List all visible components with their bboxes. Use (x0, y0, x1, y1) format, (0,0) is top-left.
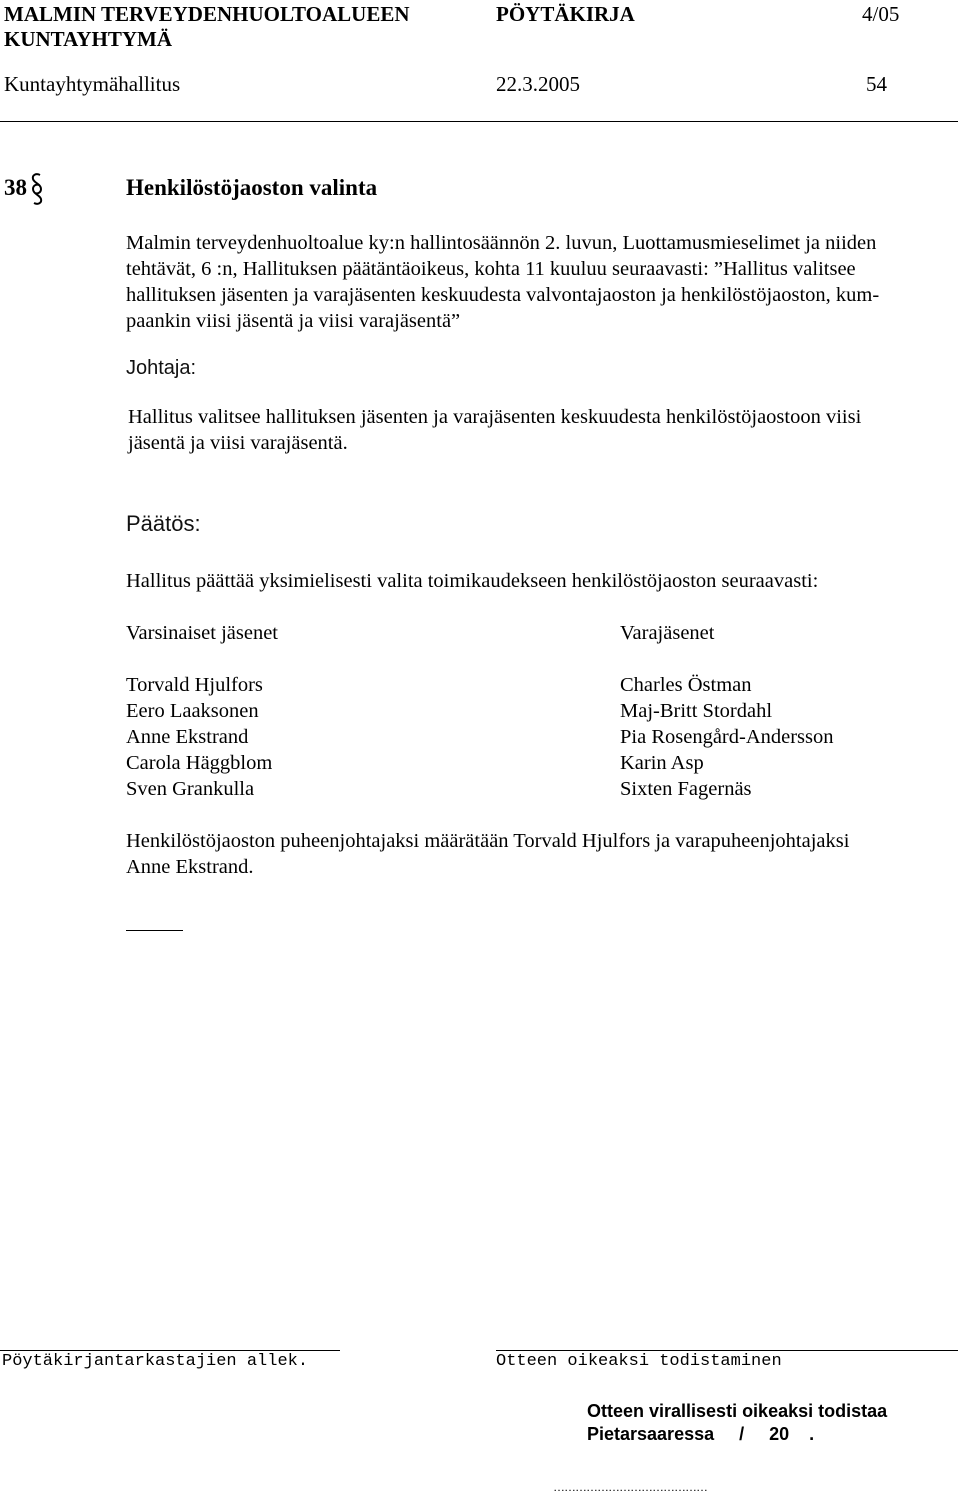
section-title: Henkilöstöjaoston valinta (126, 175, 378, 200)
proposal-line: Hallitus valitsee hallituksen jäsenten ja varajäsenten keskuudesta henkilöstöjaostoon viisi (128, 406, 862, 428)
intro-line: tehtävät, 6 :n, Hallituksen päätäntäoikeus, kohta 11 kuuluu seuraavasti: ”Hallitus valitsee (126, 258, 856, 280)
closing-line: Anne Ekstrand. (126, 856, 254, 878)
intro-line: paankin viisi jäsentä ja viisi varajäsentä” (126, 310, 461, 332)
intro-line: hallituksen jäsenten ja varajäsenten keskuudesta valvontajaoston ja henkilöstöjaoston, kum- (126, 284, 880, 306)
board-name: Kuntayhtymähallitus (4, 72, 181, 96)
proposal-line: jäsentä ja viisi varajäsentä. (128, 432, 348, 454)
members-heading: Varsinaiset jäsenet (126, 622, 278, 644)
footer-rule-right (496, 1350, 958, 1351)
member-name: Carola Häggblom (126, 752, 273, 774)
proposal-text (128, 404, 938, 456)
intro-paragraph (126, 230, 936, 334)
proposal-label: Johtaja: (126, 357, 197, 379)
member-name: Sven Grankulla (126, 778, 255, 800)
member-name: Torvald Hjulfors (126, 674, 263, 696)
reviewers-signature-label: Pöytäkirjantarkastajien allek. (2, 1352, 309, 1371)
footer-rule-left (0, 1350, 340, 1351)
intro-line: Malmin terveydenhuoltoalue ky:n hallintosäännön 2. luvun, Luottamusmieselimet ja niiden (126, 232, 877, 254)
deputies-heading: Varajäsenet (620, 622, 715, 644)
copy-certification-label: Otteen oikeaksi todistaminen (496, 1352, 782, 1371)
deputy-name: Karin Asp (620, 752, 704, 774)
doc-number: 4/05 (862, 2, 900, 26)
member-name: Eero Laaksonen (126, 700, 259, 722)
org-name-line2: KUNTAYHTYMÄ (4, 27, 173, 51)
deputies-list (620, 672, 834, 802)
certified-copy-line: Otteen virallisesti oikeaksi todistaa (587, 1401, 888, 1421)
members-list (126, 672, 272, 802)
org-name-line1: MALMIN TERVEYDENHUOLTOALUEEN (4, 2, 410, 26)
decision-intro: Hallitus päättää yksimielisesti valita toimikaudekseen henkilöstöjaoston seuraavasti: (126, 570, 819, 592)
section-end-rule (126, 930, 183, 931)
member-name: Anne Ekstrand (126, 726, 249, 748)
deputy-name: Maj-Britt Stordahl (620, 700, 773, 722)
header-rule (0, 121, 958, 122)
doc-type: PÖYTÄKIRJA (496, 2, 635, 26)
closing-line: Henkilöstöjaoston puheenjohtajaksi määrätään Torvald Hjulfors ja varapuheenjohtajaksi (126, 830, 850, 852)
deputy-name: Pia Rosengård-Andersson (620, 726, 834, 748)
decision-label: Päätös: (126, 511, 201, 536)
closing-paragraph (126, 828, 936, 880)
section-number: 38 (4, 175, 27, 200)
place-date-line: Pietarsaaressa / 20 . (587, 1424, 815, 1444)
section-sign-icon (30, 172, 44, 211)
deputy-name: Sixten Fagernäs (620, 778, 752, 800)
signature-dotted-line: …………………………………… (553, 1480, 707, 1494)
meeting-date: 22.3.2005 (496, 72, 580, 96)
deputy-name: Charles Östman (620, 674, 752, 696)
page-number: 54 (866, 72, 887, 96)
